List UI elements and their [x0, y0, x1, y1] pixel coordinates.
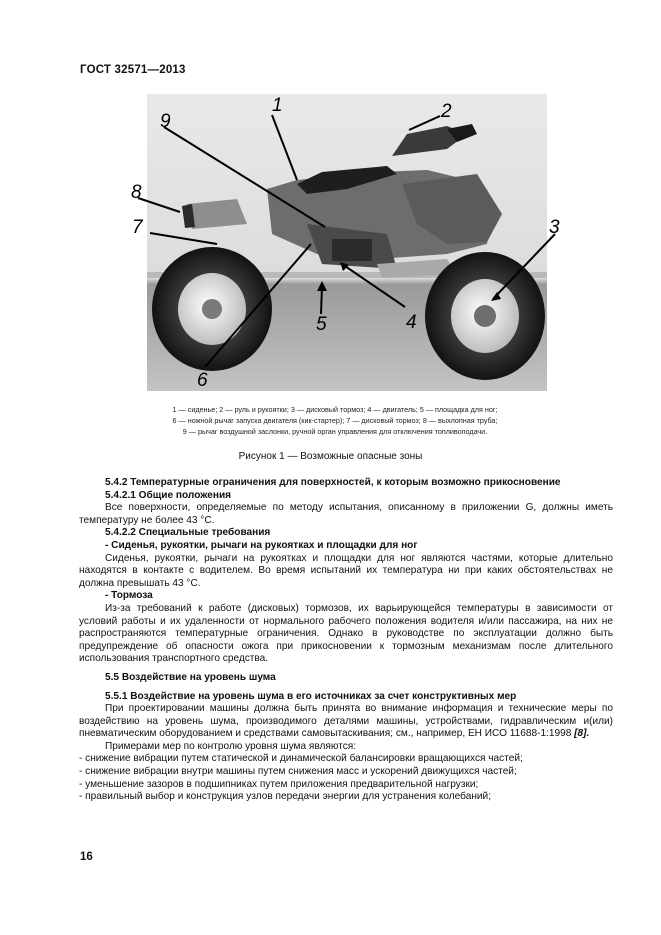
seats-text: Сиденья, рукоятки, рычаги на рукоятках и площадки для ног являются частями, которые длительно находятся в контакте с водителем. Во время испытаний их температура ни при каких обстоятельствах не должна превышать 43 °С. [79, 552, 613, 589]
section-5-5-heading: 5.5 Воздействие на уровень шума [105, 671, 276, 683]
seats-subheading: - Сиденья, рукоятки, рычаги на рукоятках и площадки для ног [105, 539, 418, 551]
atv-illustration [131, 94, 560, 391]
section-5-5-1-text: При проектировании машины должна быть принята во внимание информация и технические меры по воздействию на уровень шума, производимого деталями машины, устройствами, гидравлическим и(или) пневматическим оборудованием и средствами самовытаскивания; см., например, ЕН ИСО 11688-1:1998 [8]. [79, 703, 613, 740]
section-5-5-1-heading: 5.5.1 Воздействие на уровень шума в его источниках за счет конструктивных мер [105, 690, 517, 702]
brakes-subheading: - Тормоза [105, 590, 153, 602]
callout-6: 6 [197, 370, 208, 391]
list-item: - правильный выбор и конструкция узлов передачи энергии для устранения колебаний; [79, 791, 491, 803]
figure-title: Рисунок 1 — Возможные опасные зоны [238, 451, 423, 462]
list-item: - уменьшение зазоров в подшипниках путем приложения предварительной нагрузки; [79, 778, 479, 790]
callout-2: 2 [441, 101, 452, 122]
document-body [79, 477, 613, 804]
callout-3: 3 [549, 217, 560, 238]
front-wheel [425, 252, 545, 380]
callout-5: 5 [316, 314, 327, 335]
brakes-text: Из-за требований к работе (дисковых) тормозов, их варьирующейся температуры в зависимости от условий работы и их удаленности от нормального рабочего положения водителя и/или пассажира, на них не распространяются температурные ограничения. Однако в руководстве по эксплуатации должно быть предупреждение об опасности ожога при прикосновении к тормозным механизмам после длительного использования транспортного средства. [79, 602, 613, 665]
page-number: 16 [80, 851, 93, 863]
noise-measures-intro: Примерами мер по контролю уровня шума являются: [105, 740, 357, 752]
section-5-4-2-1-text: Все поверхности, определяемые по методу испытания, описанному в приложении G, должны иметь температуру не более 43 °С. [79, 502, 613, 526]
callout-4: 4 [406, 312, 417, 333]
standard-header: ГОСТ 32571—2013 [80, 64, 186, 76]
list-item: - снижение вибрации внутри машины путем снижения масс и ускорений движущихся частей; [79, 766, 517, 778]
callout-7: 7 [132, 217, 143, 238]
section-5-4-2-2-heading: 5.4.2.2 Специальные требования [105, 527, 271, 539]
section-5-4-2-1-heading: 5.4.2.1 Общие положения [105, 489, 232, 501]
exhaust [187, 199, 247, 229]
reference-8: [8]. [574, 728, 590, 740]
callout-1: 1 [272, 95, 283, 116]
figure-legend: 1 — сиденье; 2 — руль и рукоятки; 3 — дисковый тормоз; 4 — двигатель; 5 — площадка для ног; 6 — ножной рычаг запуска двигателя (кик-стартер); 7 — дисковый тормоз; 8 — выхлопная труба; 9 — рычаг воздушной заслонки, ручной орган управления для отключения топливоподачи. [172, 405, 498, 436]
list-item: - снижение вибрации путем статической и динамической балансировки вращающихся частей; [79, 753, 523, 765]
callout-9: 9 [160, 111, 171, 132]
atv-figure [131, 94, 560, 391]
section-5-4-2-heading: 5.4.2 Температурные ограничения для поверхностей, к которым возможно прикосновение [105, 477, 561, 488]
callout-8: 8 [131, 182, 142, 203]
